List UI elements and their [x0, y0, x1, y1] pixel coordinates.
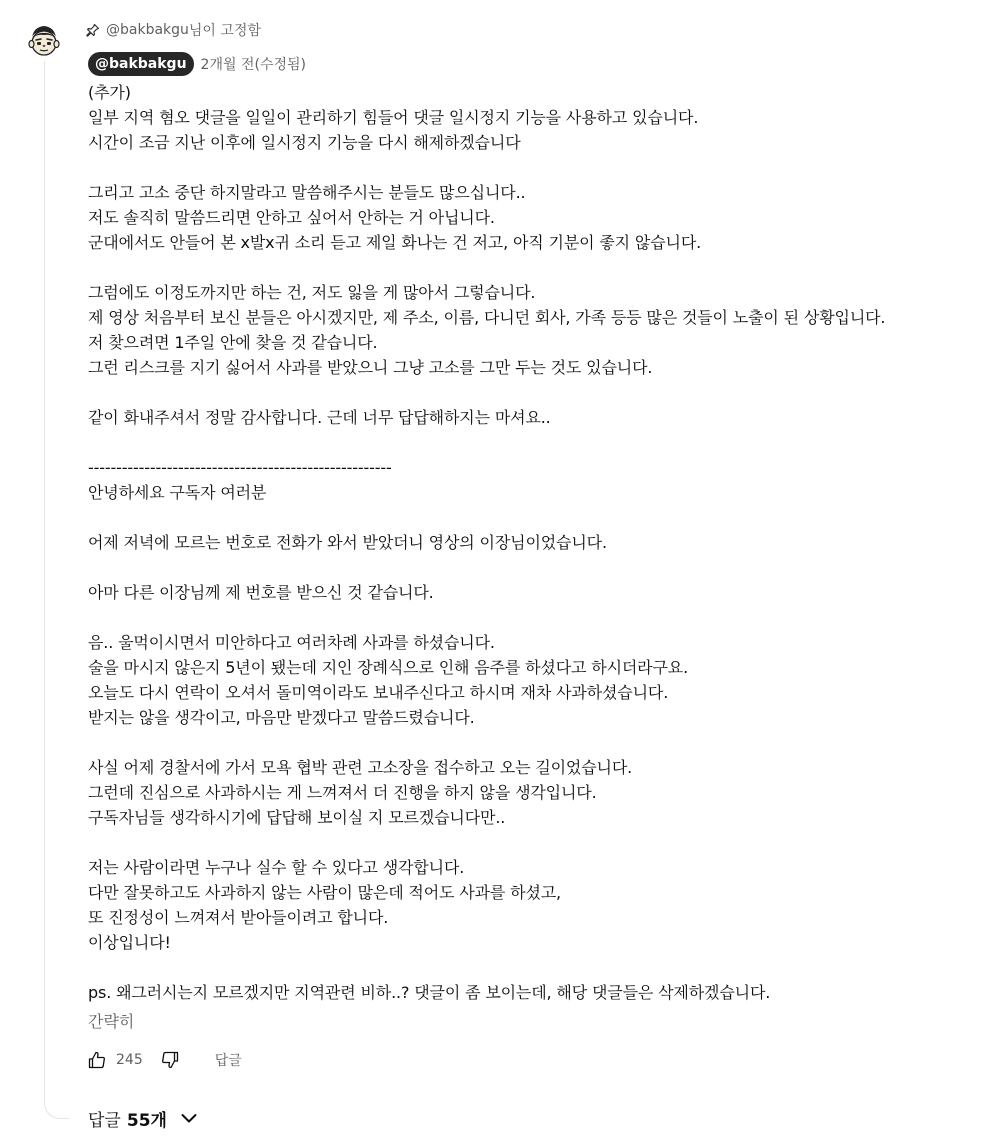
replies-label: 답글 — [88, 1110, 121, 1131]
like-button[interactable] — [86, 1049, 108, 1071]
comment-text: (추가) 일부 지역 혐오 댓글을 일일이 관리하기 힘들어 댓글 일시정지 기능을 사용하고 있습니다. 시간이 조금 지난 이후에 일시정지 기능을 다시 해제하겠습니다 그리고 고소 중단 하지말라고 말씀해주시는 분들도 많으십니다.. 저도 솔직히 말씀드리면 안하고 싶어서 안하는 거 아닙니다. 군대에서도 안들어 본 x발x귀 소리 듣고 제일 화나는 건 저고, 아직 기분이 좋지 않습니다. 그럼에도 이정도까지만 하는 건, 저도 잃을 게 많아서 그렇습니다. 제 영상 처음부터 보신 분들은 아시겠지만, 제 주소, 이름, 다니던 회사, 가족 등등 많은 것들이 노출이 된 상황입니다. 저 찾으려면 1주일 안에 찾을 것 같습니다. 그런 리스크를 지기 싫어서 사과를 받았으니 그냥 고소를 그만 두는 것도 있습니다. 같이 화내주셔서 정말 감사합니다. 근데 너무 답답해하지는 마셔요.. ------------------------------------------------------ 안녕하세요 구독자 여러분 어제 저녁에 모르는 번호로 전화가 와서 받았더니 영상의 이장님이었습니다. 아마 다른 이장님께 제 번호를 받으신 것 같습니다. 음.. 울먹이시면서 미안하다고 여러차례 사과를 하셨습니다. 술을 마시지 않은지 5년이 됐는데 지인 장례식으로 인해 음주를 하셨다고 하시더라구요. 오늘도 다시 연락이 오셔서 돌미역이라도 보내주신다고 하시며 재차 사과하셨습니다. 받지는 않을 생각이고, 마음만 받겠다고 말씀드렸습니다. 사실 어제 경찰서에 가서 모욕 협박 관련 고소장을 접수하고 오는 길이었습니다. 그런데 진심으로 사과하시는 게 느껴져서 더 진행을 하지 않을 생각입니다. 구독자님들 생각하시기에 답답해 보이실 지 모르겠습니다만.. 저는 사람이라면 누구나 실수 할 수 있다고 생각합니다. 다만 잘못하고도 사과하지 않는 사람이 많은데 적어도 사과를 하셨고, 또 진정성이 느껴져서 받아들이려고 합니다. 이상입니다! ps. 왜그러시는지 모르겠지만 지역관련 비하..? 댓글이 좀 보이는데, 해당 댓글들은 삭제하겠습니다. — [88, 83, 886, 1002]
pin-icon — [86, 23, 100, 37]
comment-actions — [86, 1046, 242, 1074]
replies-count: 55개 — [126, 1110, 167, 1131]
comment-timestamp[interactable]: 2개월 전(수정됨) — [200, 57, 306, 73]
reply-button[interactable]: 답글 — [214, 1053, 242, 1069]
thumbs-down-icon — [160, 1050, 180, 1070]
thread-line — [44, 58, 69, 1119]
author-badge[interactable]: @bakbakgu — [88, 52, 194, 76]
comment-header — [88, 51, 306, 77]
thumbs-up-icon — [87, 1050, 107, 1070]
pinned-indicator — [86, 20, 261, 40]
pinned-suffix: 님이 고정함 — [188, 23, 261, 39]
avatar[interactable] — [24, 22, 64, 62]
pinned-handle: @bakbakgu — [106, 22, 189, 38]
dislike-button[interactable] — [159, 1049, 181, 1071]
read-less-button[interactable]: 간략히 — [88, 1012, 135, 1031]
avatar-face-icon — [24, 22, 64, 62]
chevron-down-icon — [179, 1108, 199, 1128]
like-count: 245 — [116, 1052, 143, 1068]
replies-toggle[interactable] — [88, 1104, 199, 1132]
